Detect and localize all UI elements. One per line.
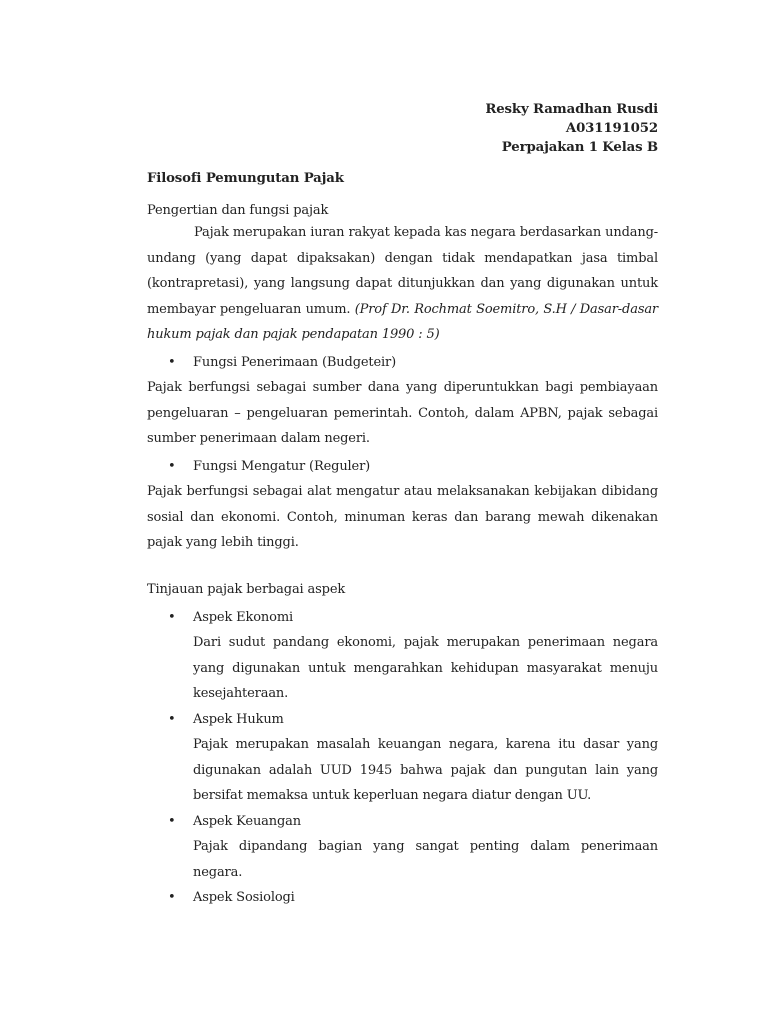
bullet-icon: • bbox=[168, 354, 176, 370]
function-label: Fungsi Mengatur (Reguler) bbox=[193, 458, 371, 474]
course-class: Perpajakan 1 Kelas B bbox=[501, 140, 658, 155]
aspect-label: Aspek Keuangan bbox=[193, 813, 301, 829]
definition-paragraph bbox=[147, 220, 658, 348]
aspect-item-sosiologi bbox=[147, 885, 658, 911]
function-label: Fungsi Penerimaan (Budgeteir) bbox=[193, 354, 397, 370]
function-description: Pajak berfungsi sebagai sumber dana yang diperuntukkan bagi pembiayaan pengeluaran – pengeluaran pemerintah. Contoh, dalam APBN, pajak sebagai sumber penerimaan dalam negeri. bbox=[147, 380, 658, 446]
function-item-reguler bbox=[147, 454, 658, 480]
aspect-description: Pajak dipandang bagian yang sangat penting dalam penerimaan negara. bbox=[193, 839, 658, 880]
aspect-item-ekonomi bbox=[147, 605, 658, 631]
bullet-icon: • bbox=[168, 890, 176, 905]
document-page bbox=[147, 100, 658, 911]
definition-text: Pajak merupakan iuran rakyat kepada kas negara berdasarkan undang-undang (yang dapat dipaksakan) dengan tidak mendapatkan jasa timbal (kontrapretasi), yang langsung dapat ditunjukkan dan yang digunakan untuk membayar pengeluaran umum. bbox=[147, 225, 658, 317]
section-heading-aspects: Tinjauan pajak berbagai aspek bbox=[147, 581, 346, 597]
bullet-icon: • bbox=[168, 813, 176, 829]
student-id: A031191052 bbox=[565, 121, 658, 136]
author-name: Resky Ramadhan Rusdi bbox=[485, 102, 658, 117]
definition-citation: (Prof Dr. Rochmat Soemitro, S.H / Dasar-dasar hukum pajak dan pajak pendapatan 1990 : 5) bbox=[147, 301, 659, 342]
bullet-icon: • bbox=[168, 711, 176, 727]
section-heading-definition: Pengertian dan fungsi pajak bbox=[147, 203, 329, 218]
aspect-description: Pajak merupakan masalah keuangan negara, karena itu dasar yang digunakan adalah UUD 1945 bahwa pajak dan pungutan lain yang bersifat memaksa untuk keperluan negara diatur dengan UU. bbox=[193, 737, 658, 803]
function-item-budgeteir bbox=[147, 350, 658, 376]
aspect-label: Aspek Hukum bbox=[193, 711, 284, 727]
aspect-item-keuangan bbox=[147, 809, 658, 835]
aspect-label: Aspek Sosiologi bbox=[193, 890, 295, 905]
author-header bbox=[147, 100, 658, 157]
bullet-icon: • bbox=[168, 609, 176, 625]
aspect-description: Dari sudut pandang ekonomi, pajak merupakan penerimaan negara yang digunakan untuk mengarahkan kehidupan masyarakat menuju kesejahteraan. bbox=[193, 635, 658, 701]
aspect-item-hukum bbox=[147, 707, 658, 733]
function-description: Pajak berfungsi sebagai alat mengatur atau melaksanakan kebijakan dibidang sosial dan ekonomi. Contoh, minuman keras dan barang mewah dikenakan pajak yang lebih tinggi. bbox=[147, 484, 658, 550]
document-title: Filosofi Pemungutan Pajak bbox=[147, 171, 344, 186]
aspect-label: Aspek Ekonomi bbox=[193, 609, 294, 625]
bullet-icon: • bbox=[168, 458, 176, 474]
